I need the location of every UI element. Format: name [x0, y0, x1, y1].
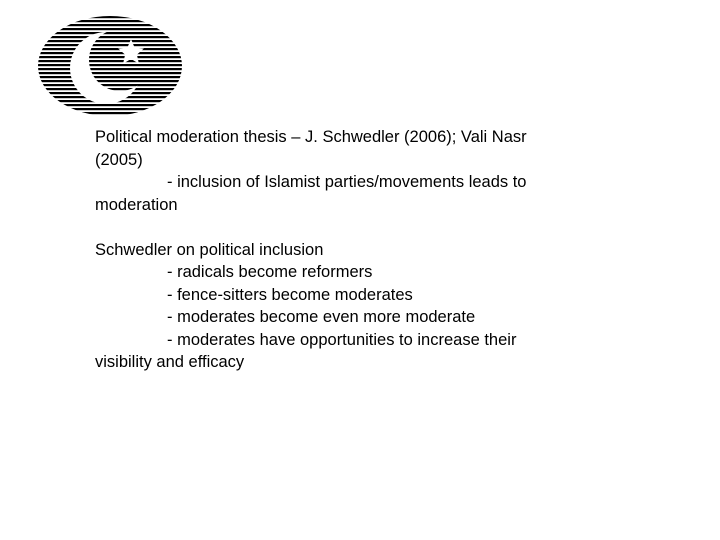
inclusion-item: - moderates become even more moderate: [167, 308, 476, 326]
inclusion-heading: Schwedler on political inclusion: [95, 240, 324, 259]
slide-body: [95, 126, 595, 374]
thesis-point: - inclusion of Islamist parties/movements leads to: [167, 173, 527, 191]
inclusion-item-continuation: visibility and efficacy: [95, 353, 245, 371]
inclusion-item: - fence-sitters become moderates: [167, 285, 413, 304]
thesis-line-1: Political moderation thesis – J. Schwedler (2006); Vali Nasr: [95, 128, 527, 146]
inclusion-item: - radicals become reformers: [167, 263, 373, 281]
thesis-point-continuation: moderation: [95, 195, 178, 214]
inclusion-item: - moderates have opportunities to increase their: [167, 330, 517, 349]
crescent-and-star-icon: [36, 14, 184, 118]
paragraph-gap: [95, 216, 595, 239]
thesis-line-2: (2005): [95, 150, 143, 169]
